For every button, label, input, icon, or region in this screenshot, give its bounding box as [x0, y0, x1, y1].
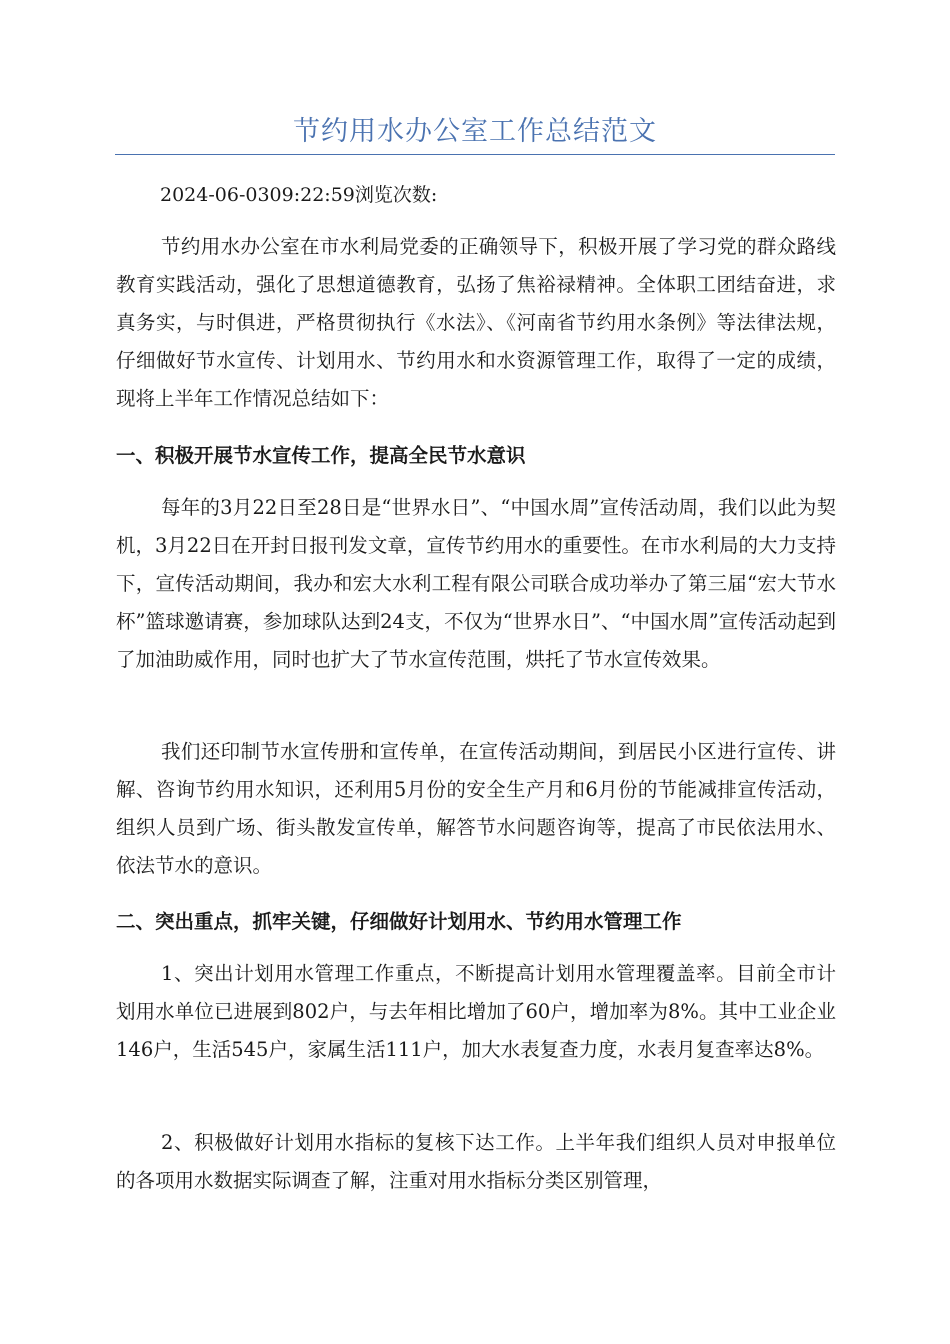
- section-2-paragraph-1: 1、突出计划用水管理工作重点，不断提高计划用水管理覆盖率。目前全市计划用水单位已进展到802户，与去年相比增加了60户，增加率为8%。其中工业企业146户，生活545户，家属生活111户，加大水表复查力度，水表月复查率达8%。: [116, 962, 836, 1061]
- section-1-paragraph-1: 每年的3月22日至28日是“世界水日”、“中国水周”宣传活动周，我们以此为契机，3月22日在开封日报刊发文章，宣传节约用水的重要性。在市水利局的大力支持下，宣传活动期间，我办和宏大水利工程有限公司联合成功举办了第三届“宏大节水杯”篮球邀请赛，参加球队达到24支，不仅为“世界水日”、“中国水周”宣传活动起到了加油助威作用，同时也扩大了节水宣传范围，烘托了节水宣传效果。: [116, 496, 836, 671]
- title-underline: [115, 154, 835, 155]
- section-1-heading: 一、积极开展节水宣传工作，提高全民节水意识: [116, 444, 526, 467]
- section-1-paragraph-2: 我们还印制节水宣传册和宣传单，在宣传活动期间，到居民小区进行宣传、讲解、咨询节约用水知识，还利用5月份的安全生产月和6月份的节能减排宣传活动，组织人员到广场、街头散发宣传单，解答节水问题咨询等，提高了市民依法用水、依法节水的意识。: [116, 740, 836, 877]
- publish-meta: 2024-06-0309:22:59浏览次数:: [160, 184, 438, 206]
- section-2-heading: 二、突出重点，抓牢关键，仔细做好计划用水、节约用水管理工作: [116, 910, 682, 933]
- document-title: 节约用水办公室工作总结范文: [293, 116, 657, 147]
- section-2-paragraph-2: 2、积极做好计划用水指标的复核下达工作。上半年我们组织人员对申报单位的各项用水数据实际调查了解，注重对用水指标分类区别管理，: [116, 1131, 836, 1192]
- intro-paragraph: 节约用水办公室在市水利局党委的正确领导下，积极开展了学习党的群众路线教育实践活动，强化了思想道德教育，弘扬了焦裕禄精神。全体职工团结奋进，求真务实，与时俱进，严格贯彻执行《水法》、《河南省节约用水条例》等法律法规，仔细做好节水宣传、计划用水、节约用水和水资源管理工作，取得了一定的成绩，现将上半年工作情况总结如下：: [116, 235, 836, 410]
